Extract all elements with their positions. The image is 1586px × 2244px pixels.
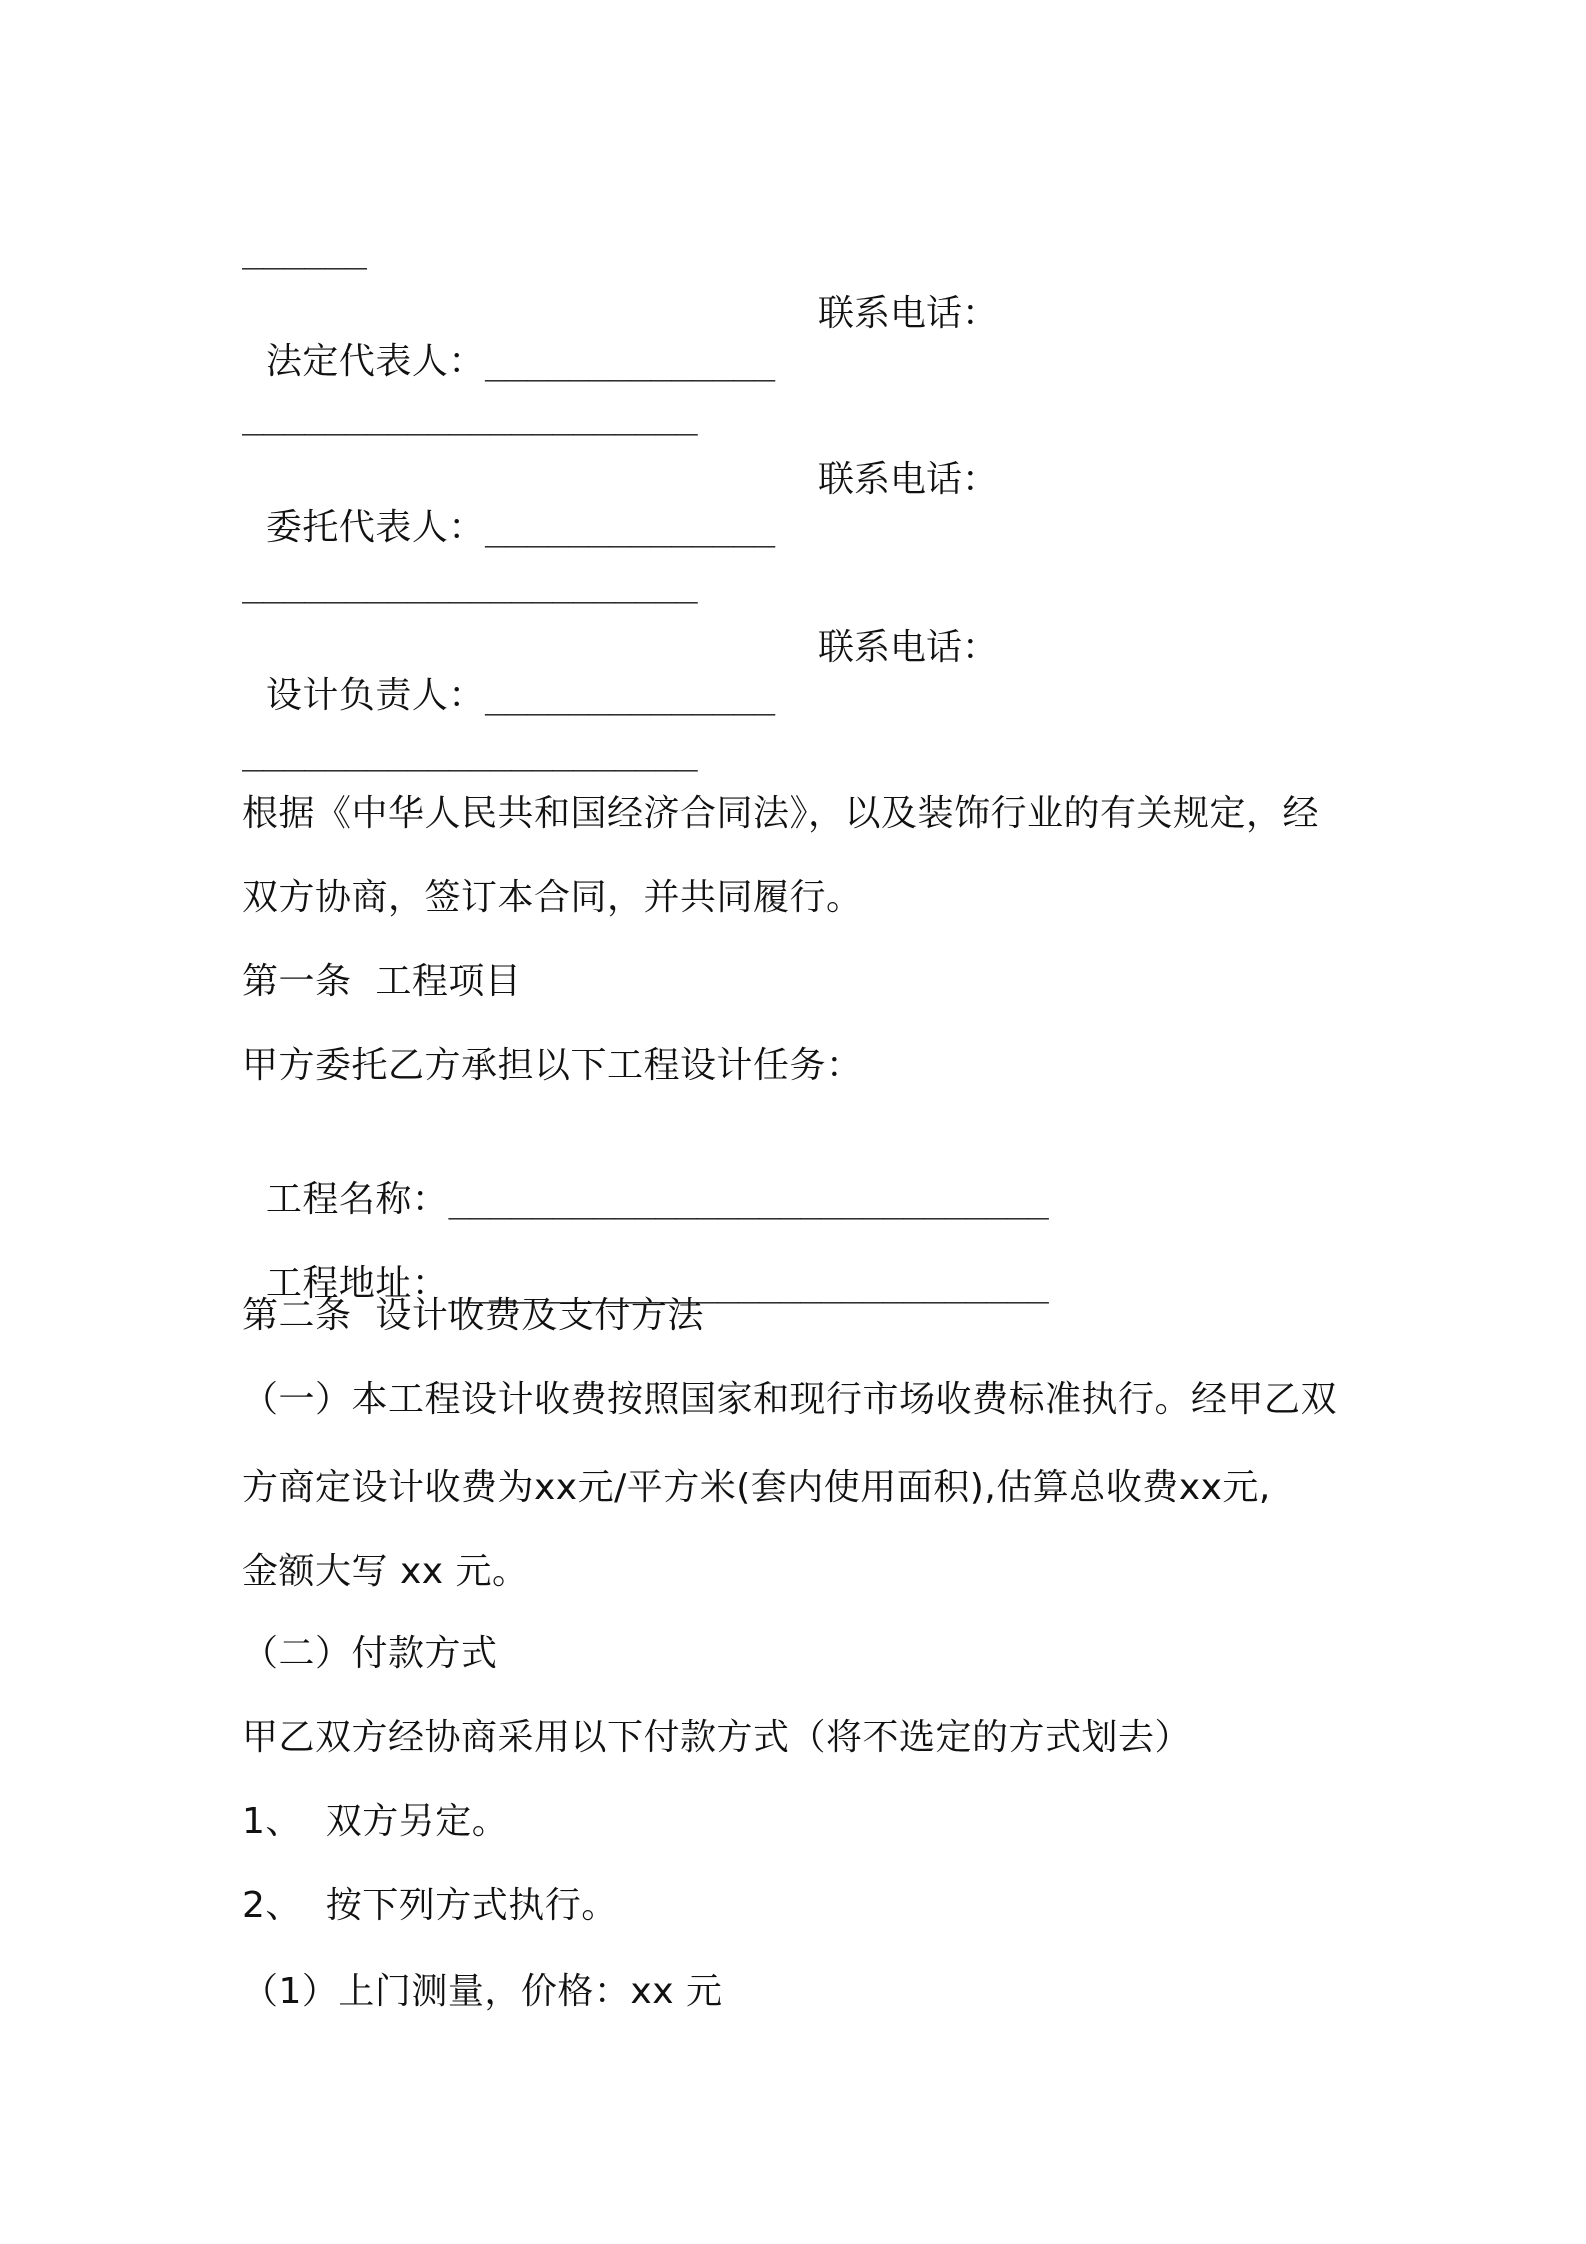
payment-option-2: 2、 按下列方式执行。 (242, 1885, 618, 1926)
legal-representative-blank: ______________ (484, 341, 775, 382)
design-lead-blank: ______________ (484, 675, 775, 716)
article2-p1-line2: 方商定设计收费为xx元/平方米(套内使用面积),估算总收费xx元, (242, 1467, 1271, 1508)
entrusted-representative-blank: ______________ (484, 507, 775, 548)
payment-method-desc: 甲乙双方经协商采用以下付款方式（将不选定的方式划去） (242, 1717, 1192, 1758)
project-name-blank: _____________________________ (448, 1179, 1048, 1220)
article2-title: 第二条 设计收费及支付方法 (242, 1295, 704, 1336)
design-lead-row (242, 624, 774, 720)
payment-item-1: （1）上门测量，价格：xx 元 (242, 1971, 723, 2012)
article2-p1-line3: 金额大写 xx 元。 (242, 1551, 529, 1592)
legal-representative-phone-label: 联系电话： (818, 293, 999, 334)
project-address-label: 工程地址： (265, 1263, 449, 1304)
legal-representative-row (242, 290, 774, 386)
project-name-label: 工程名称： (265, 1179, 449, 1220)
intro-line-1: 根据《中华人民共和国经济合同法》，以及装饰行业的有关规定，经 (242, 793, 1320, 834)
entrusted-representative-row (242, 456, 774, 552)
design-lead-label: 设计负责人： (265, 675, 485, 716)
project-address-blank: _____________________________ (448, 1263, 1048, 1304)
entrusted-representative-phone-label: 联系电话： (818, 459, 999, 500)
payment-method-title: （二）付款方式 (242, 1633, 498, 1674)
article1-title: 第一条 工程项目 (242, 961, 522, 1002)
design-lead-phone-blank: ______________________ (242, 731, 697, 772)
legal-representative-phone-blank: ______________________ (242, 395, 697, 436)
intro-line-2: 双方协商，签订本合同，并共同履行。 (242, 877, 863, 918)
payment-option-1: 1、 双方另定。 (242, 1801, 509, 1842)
top-blank-line: ______ (242, 229, 367, 270)
project-name-row (242, 1128, 1048, 1224)
entrusted-representative-phone-blank: ______________________ (242, 563, 697, 604)
article2-p1-line1: （一）本工程设计收费按照国家和现行市场收费标准执行。经甲乙双 (242, 1379, 1338, 1420)
design-lead-phone-label: 联系电话： (818, 627, 999, 668)
entrusted-representative-label: 委托代表人： (265, 507, 485, 548)
legal-representative-label: 法定代表人： (265, 341, 485, 382)
article1-desc: 甲方委托乙方承担以下工程设计任务： (242, 1045, 863, 1086)
